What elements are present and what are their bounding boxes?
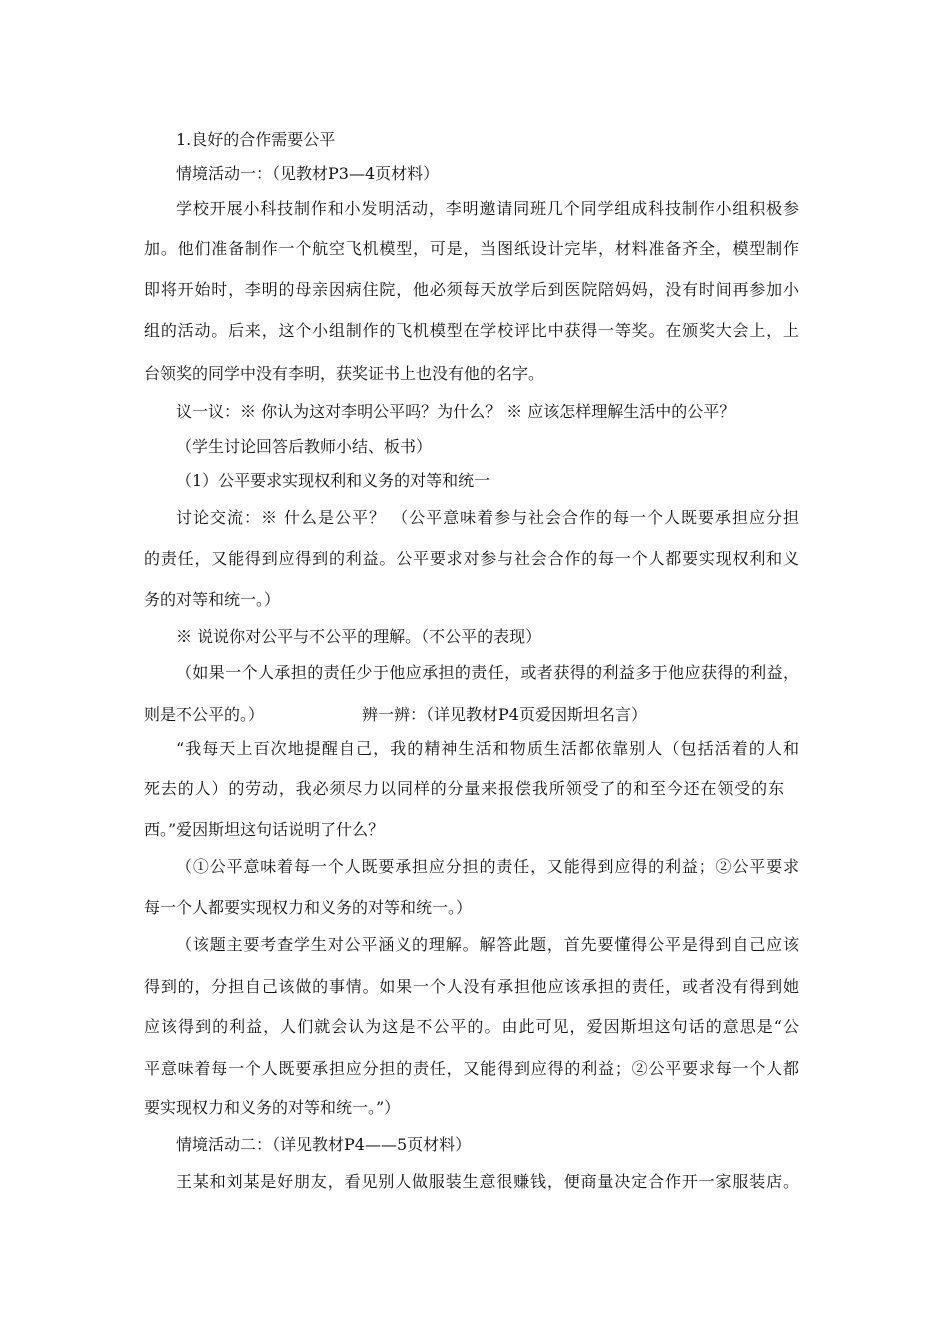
- discussion-question: 议一议：※ 你认为这对李明公平吗？为什么？ ※ 应该怎样理解生活中的公平？: [176, 402, 736, 421]
- paragraph-line: 则是不公平的。）: [144, 705, 265, 724]
- analysis-line: 得到的，分担自己该做的事情。如果一个人没有承担他应该承担的责任，或者没有得到她: [144, 977, 799, 996]
- paragraph-line: 的责任，又能得到应得到的利益。公平要求对参与社会合作的每一个人都要实现权利和义: [144, 549, 799, 568]
- analysis-line: 平意味着每一个人既要承担应分担的责任，又能得到应得的利益；②公平要求每一个人都: [144, 1059, 799, 1078]
- distinguish-prompt: 辨一辨：（详见教材P4页爱因斯坦名言）: [362, 705, 647, 724]
- activity-one-title: 情境活动一：（见教材P3—4页材料）: [176, 164, 440, 183]
- quote-line: “我每天上百次地提醒自己，我的精神生活和物质生活都依靠别人（包括活着的人和: [176, 739, 799, 758]
- section-heading: 1.良好的合作需要公平: [176, 130, 336, 149]
- paragraph-line: 讨论交流：※ 什么是公平？ （公平意味着参与社会合作的每一个人既要承担应分担: [176, 508, 799, 527]
- paragraph-line: 即将开始时，李明的母亲因病住院，他必须每天放学后到医院陪妈妈，没有时间再参加小: [144, 280, 799, 299]
- analysis-line: 应该得到的利益，人们就会认为这是不公平的。由此可见，爱因斯坦这句话的意思是“公: [144, 1017, 799, 1036]
- analysis-line: （该题主要考查学生对公平涵义的理解。解答此题，首先要懂得公平是得到自己应该: [176, 935, 799, 954]
- paragraph-line: 务的对等和统一。）: [144, 590, 281, 609]
- key-point: （1）公平要求实现权利和义务的对等和统一: [176, 471, 491, 490]
- quote-line: 死去的人）的劳动，我必须尽力以同样的分量来报偿我所领受了的和至今还在领受的东: [144, 779, 784, 798]
- talk-prompt: ※ 说说你对公平与不公平的理解。（不公平的表现）: [176, 627, 542, 646]
- quote-line: 西。”爱因斯坦这句话说明了什么？: [144, 820, 385, 839]
- paragraph-line: 组的活动。后来，这个小组制作的飞机模型在学校评比中获得一等奖。在颁奖大会上，上: [144, 321, 799, 340]
- answer-line: （①公平意味着每一个人既要承担应分担的责任，又能得到应得的利益；②公平要求: [176, 857, 799, 876]
- paragraph-line: 加。他们准备制作一个航空飞机模型，可是，当图纸设计完毕，材料准备齐全，模型制作: [144, 239, 799, 258]
- analysis-line: 要实现权力和义务的对等和统一。”）: [144, 1098, 401, 1117]
- paragraph-line: 学校开展小科技制作和小发明活动，李明邀请同班几个同学组成科技制作小组积极参: [176, 199, 799, 218]
- paragraph-line: 王某和刘某是好朋友，看见别人做服装生意很赚钱，便商量决定合作开一家服装店。: [176, 1172, 799, 1191]
- answer-line: 每一个人都要实现权力和义务的对等和统一。）: [144, 898, 473, 917]
- teacher-note: （学生讨论回答后教师小结、板书）: [176, 437, 433, 456]
- paragraph-line: （如果一个人承担的责任少于他应承担的责任，或者获得的利益多于他应获得的利益，: [176, 663, 799, 682]
- activity-two-title: 情境活动二：（详见教材P4——5页材料）: [176, 1135, 472, 1154]
- paragraph-line: 台领奖的同学中没有李明，获奖证书上也没有他的名字。: [144, 364, 545, 383]
